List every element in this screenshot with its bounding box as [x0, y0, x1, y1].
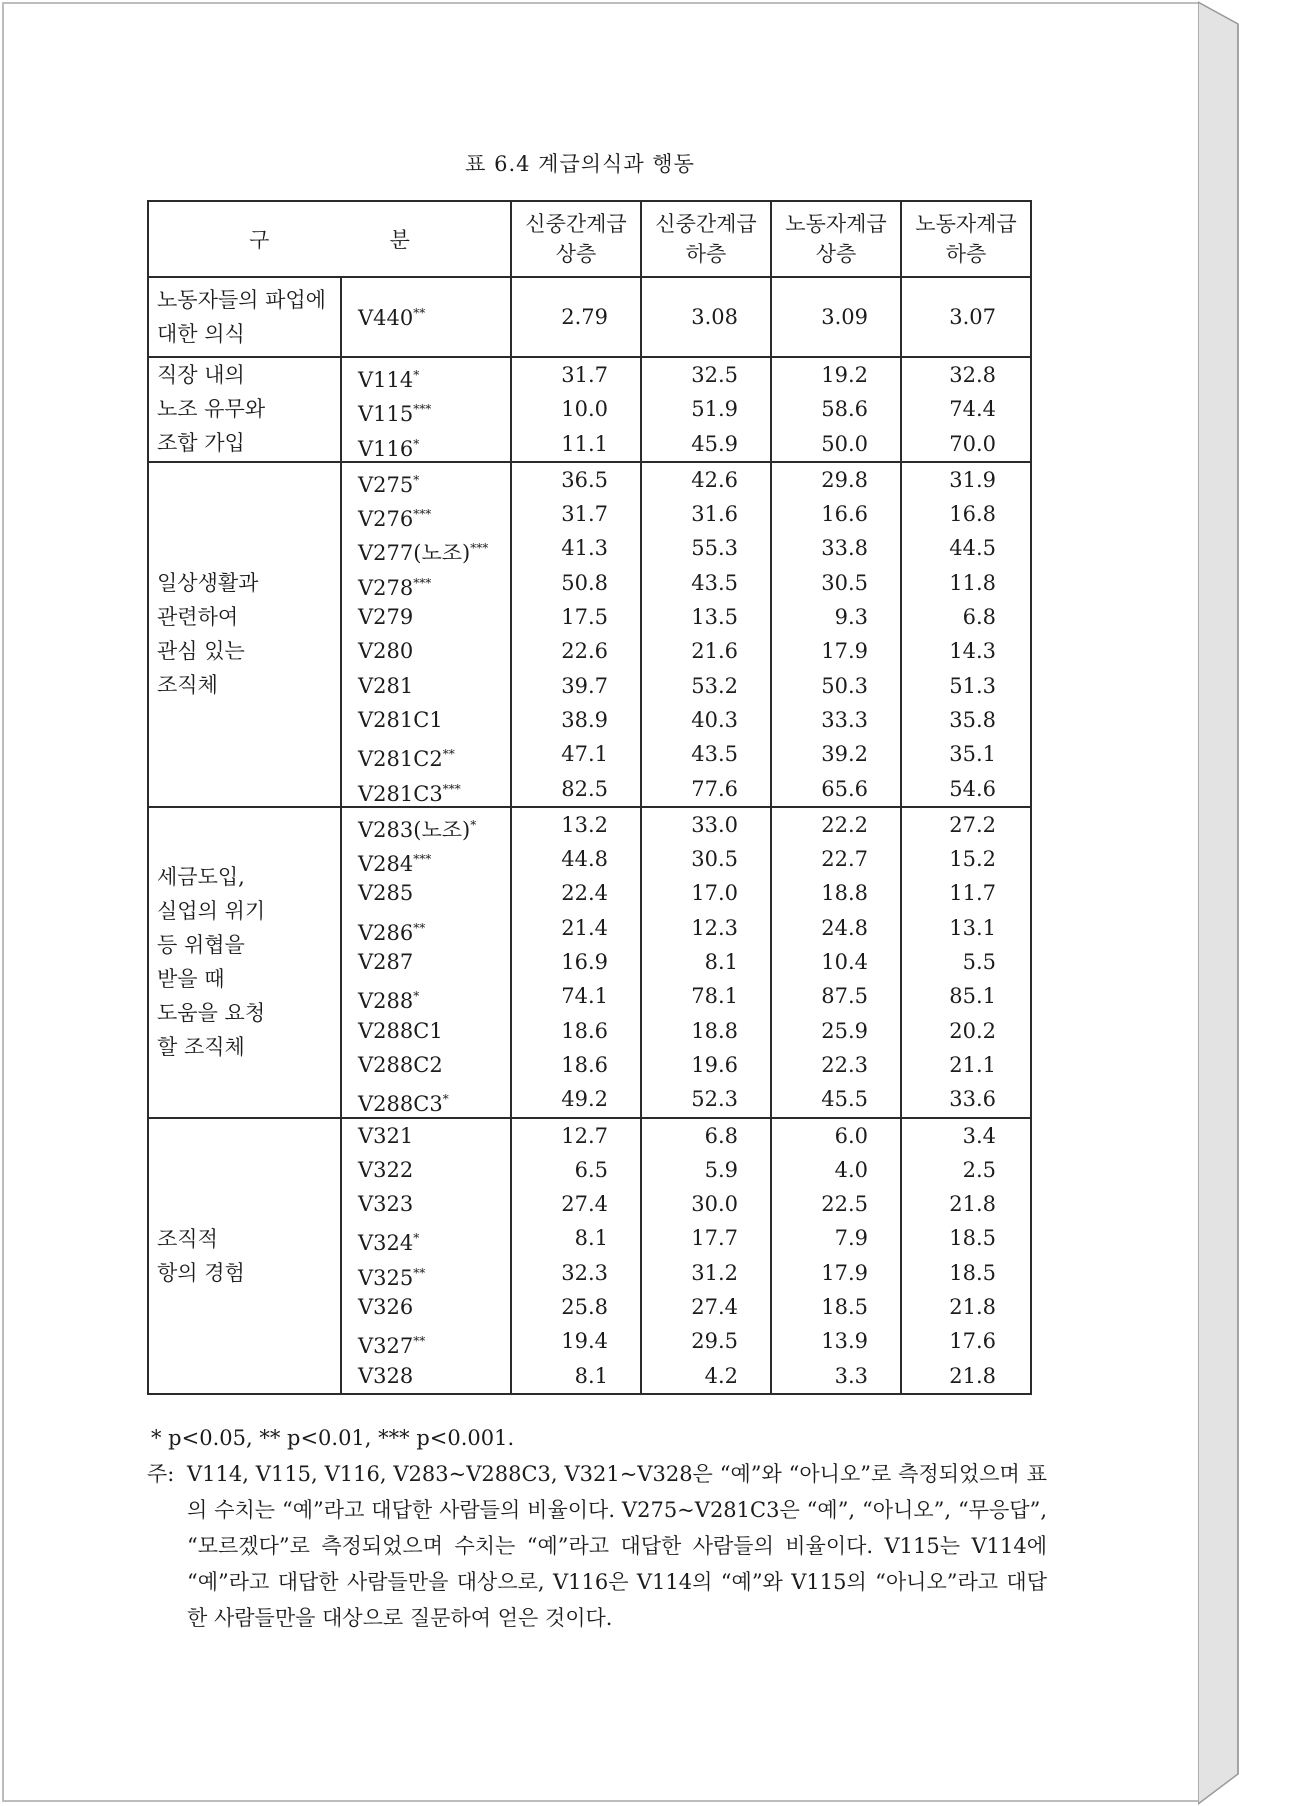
value-cell-col-4 [901, 807, 1031, 1118]
value: 18.6 [561, 1052, 608, 1077]
value: 22.7 [821, 847, 868, 872]
category-line: 관련하여 [157, 605, 239, 630]
value: 19.6 [691, 1052, 738, 1077]
category-line: 조합 가입 [157, 431, 245, 456]
value: 31.9 [949, 467, 996, 492]
category-cell [148, 1118, 341, 1394]
value: 30.5 [821, 570, 868, 595]
variable-cell [341, 277, 511, 357]
value-cell-col-1 [511, 807, 641, 1118]
category-line: 관심 있는 [157, 639, 245, 664]
category-line: 실업의 위기 [157, 899, 266, 924]
footnote-text: V114, V115, V116, V283~V288C3, V321~V328은 “예”와 “아니오”로 측정되었으며 표의 수치는 “예”라고 대답한 사람들의 비율이다. V275~V281C3은 “예”, “아니오”, “무응답”, “모르겠다”로 측정되었으며 수치는 “예”라고 대답한 사람들의 비율이다. V115는 V114에 “예”라고 대답한 사람들만을 대상으로, V116은 V114의 “예”와 V115의 “아니오”라고 대답한 사람들만을 대상으로 질문하여 얻은 것이다. [187, 1462, 1047, 1630]
value: 6.8 [962, 605, 996, 630]
value: 10.0 [561, 397, 608, 422]
value: 22.2 [821, 812, 868, 837]
variable-code: V281 [358, 673, 414, 698]
table-group-row [148, 357, 1031, 462]
value: 16.8 [949, 502, 996, 527]
value: 33.0 [691, 812, 738, 837]
variable-code: V288C2 [358, 1052, 443, 1077]
value: 21.8 [949, 1363, 996, 1388]
table-header-row [148, 201, 1031, 277]
value-cell-col-2 [641, 277, 771, 357]
value: 13.2 [561, 812, 608, 837]
footnote-label: 주: [147, 1462, 175, 1486]
table-group-row [148, 277, 1031, 357]
value: 22.3 [821, 1052, 868, 1077]
variable-cell [341, 462, 511, 807]
variable-code: V324* [358, 1231, 420, 1256]
value: 13.5 [691, 605, 738, 630]
value: 30.0 [691, 1192, 738, 1217]
variable-code: V284*** [358, 852, 432, 877]
category-line: 노조 유무와 [157, 397, 266, 422]
variable-code: V288C3* [358, 1092, 449, 1117]
value: 13.9 [821, 1329, 868, 1354]
value: 9.3 [834, 605, 868, 630]
value: 4.0 [834, 1157, 868, 1182]
value: 50.3 [821, 673, 868, 698]
value-cell-col-4 [901, 277, 1031, 357]
value-cell-col-3 [771, 357, 901, 462]
value: 47.1 [561, 742, 608, 767]
value: 52.3 [691, 1087, 738, 1112]
value: 3.3 [834, 1363, 868, 1388]
value: 18.8 [691, 1018, 738, 1043]
class-consciousness-table [147, 200, 1032, 1395]
value: 40.3 [691, 707, 738, 732]
value: 31.7 [561, 502, 608, 527]
value: 50.0 [821, 431, 868, 456]
value: 17.0 [691, 881, 738, 906]
variable-code: V278*** [358, 575, 432, 600]
value: 3.07 [949, 304, 996, 329]
category-line: 도움을 요청 [157, 1001, 266, 1026]
significance-note: * p<0.05, ** p<0.01, *** p<0.001. [151, 1426, 515, 1450]
value: 29.8 [821, 467, 868, 492]
value: 3.4 [962, 1123, 996, 1148]
value: 5.5 [962, 950, 996, 975]
value: 50.8 [561, 570, 608, 595]
table-notes [147, 1420, 1047, 1636]
variable-code: V115*** [358, 402, 432, 427]
value: 39.7 [561, 673, 608, 698]
value: 21.8 [949, 1295, 996, 1320]
value: 45.9 [691, 431, 738, 456]
value-cell-col-1 [511, 462, 641, 807]
variable-code: V326 [358, 1295, 414, 1320]
value: 31.6 [691, 502, 738, 527]
category-cell [148, 277, 341, 357]
value: 18.5 [949, 1226, 996, 1251]
value: 7.9 [834, 1226, 868, 1251]
value: 11.7 [949, 881, 996, 906]
table-group-row [148, 807, 1031, 1118]
value: 43.5 [691, 570, 738, 595]
value: 31.7 [561, 363, 608, 387]
value: 25.8 [561, 1295, 608, 1320]
value: 25.9 [821, 1018, 868, 1043]
value-cell-col-3 [771, 1118, 901, 1394]
value: 13.1 [949, 915, 996, 940]
variable-code: V323 [358, 1192, 414, 1217]
value: 27.4 [561, 1192, 608, 1217]
table-body [148, 277, 1031, 1394]
value: 3.09 [821, 304, 868, 329]
category-line: 세금도입, [157, 865, 245, 890]
value: 74.4 [949, 397, 996, 422]
variable-code: V114* [358, 368, 420, 392]
value: 6.5 [574, 1157, 608, 1182]
value-cell-col-2 [641, 462, 771, 807]
value: 3.08 [691, 304, 738, 329]
value: 39.2 [821, 742, 868, 767]
value: 19.2 [821, 363, 868, 387]
category-cell [148, 462, 341, 807]
variable-code: V440** [358, 305, 426, 330]
value: 31.2 [691, 1260, 738, 1285]
variable-cell [341, 357, 511, 462]
category-line: 직장 내의 [157, 363, 245, 388]
value-cell-col-1 [511, 1118, 641, 1394]
value: 12.7 [561, 1123, 608, 1148]
variable-code: V288C1 [358, 1018, 443, 1043]
category-line: 받을 때 [157, 967, 225, 992]
value: 5.9 [704, 1157, 738, 1182]
header-gubun [148, 201, 511, 277]
category-cell [148, 807, 341, 1118]
value: 51.3 [949, 673, 996, 698]
header-col-1: 신중간계급 상층 [511, 201, 641, 277]
category-line: 항의 경험 [157, 1260, 245, 1285]
value: 22.4 [561, 881, 608, 906]
value: 49.2 [561, 1087, 608, 1112]
variable-code: V275* [358, 472, 420, 497]
value: 17.5 [561, 605, 608, 630]
variable-cell [341, 1118, 511, 1394]
category-line: 일상생활과 [157, 571, 259, 596]
table-title: 표 6.4 계급의식과 행동 [465, 152, 695, 176]
value: 41.3 [561, 536, 608, 561]
table-group-row [148, 462, 1031, 807]
value: 14.3 [949, 639, 996, 664]
page-edge-shadow [1198, 0, 1311, 1806]
value: 44.8 [561, 847, 608, 872]
header-gubun-left: 구 [249, 228, 270, 252]
category-line: 조직체 [157, 673, 218, 698]
value: 18.6 [561, 1018, 608, 1043]
footnote [147, 1456, 1047, 1636]
value-cell-col-2 [641, 807, 771, 1118]
value: 11.1 [561, 431, 608, 456]
value: 21.8 [949, 1192, 996, 1217]
value: 32.3 [561, 1260, 608, 1285]
table-group-row [148, 1118, 1031, 1394]
value: 27.4 [691, 1295, 738, 1320]
value: 8.1 [704, 950, 738, 975]
value: 17.9 [821, 1260, 868, 1285]
value: 19.4 [561, 1329, 608, 1354]
value: 51.9 [691, 397, 738, 422]
value: 18.8 [821, 881, 868, 906]
category-cell [148, 357, 341, 462]
value-cell-col-3 [771, 807, 901, 1118]
value-cell-col-4 [901, 357, 1031, 462]
variable-code: V321 [358, 1123, 414, 1148]
value: 36.5 [561, 467, 608, 492]
value: 12.3 [691, 915, 738, 940]
value: 43.5 [691, 742, 738, 767]
value: 6.8 [704, 1123, 738, 1148]
value: 27.2 [949, 812, 996, 837]
category-line: 등 위협을 [157, 933, 245, 958]
variable-code: V279 [358, 605, 414, 630]
value: 32.5 [691, 363, 738, 387]
value: 33.6 [949, 1087, 996, 1112]
header-col-2: 신중간계급 하층 [641, 201, 771, 277]
value: 17.9 [821, 639, 868, 664]
value: 35.1 [949, 742, 996, 767]
value: 24.8 [821, 915, 868, 940]
variable-code: V281C1 [358, 707, 443, 732]
value: 78.1 [691, 984, 738, 1009]
value: 44.5 [949, 536, 996, 561]
value: 33.8 [821, 536, 868, 561]
value: 29.5 [691, 1329, 738, 1354]
value: 22.5 [821, 1192, 868, 1217]
variable-code: V281C3*** [358, 781, 461, 806]
value: 74.1 [561, 984, 608, 1009]
variable-code: V285 [358, 881, 414, 906]
header-col-3: 노동자계급 상층 [771, 201, 901, 277]
value: 53.2 [691, 673, 738, 698]
variable-code: V328 [358, 1363, 414, 1388]
value: 6.0 [834, 1123, 868, 1148]
header-gubun-right: 분 [389, 228, 410, 252]
value: 33.3 [821, 707, 868, 732]
category-line: 노동자들의 파업에 [157, 288, 326, 312]
value-cell-col-3 [771, 277, 901, 357]
variable-code: V288* [358, 989, 420, 1014]
value: 35.8 [949, 707, 996, 732]
value: 42.6 [691, 467, 738, 492]
value: 11.8 [949, 570, 996, 595]
value: 18.5 [949, 1260, 996, 1285]
value: 17.7 [691, 1226, 738, 1251]
value: 21.4 [561, 915, 608, 940]
value: 8.1 [574, 1363, 608, 1388]
value: 21.6 [691, 639, 738, 664]
value-cell-col-1 [511, 277, 641, 357]
variable-cell [341, 807, 511, 1118]
value: 85.1 [949, 984, 996, 1009]
value: 20.2 [949, 1018, 996, 1043]
value: 45.5 [821, 1087, 868, 1112]
value: 2.5 [962, 1157, 996, 1182]
variable-code: V280 [358, 639, 414, 664]
value-cell-col-2 [641, 357, 771, 462]
value: 18.5 [821, 1295, 868, 1320]
category-line: 할 조직체 [157, 1035, 245, 1060]
value-cell-col-3 [771, 462, 901, 807]
value: 15.2 [949, 847, 996, 872]
value: 58.6 [821, 397, 868, 422]
value: 22.6 [561, 639, 608, 664]
value: 82.5 [561, 776, 608, 801]
variable-code: V286** [358, 920, 426, 945]
category-line: 조직적 [157, 1226, 218, 1251]
header-col-4: 노동자계급 하층 [901, 201, 1031, 277]
value: 30.5 [691, 847, 738, 872]
value: 17.6 [949, 1329, 996, 1354]
value: 8.1 [574, 1226, 608, 1251]
value-cell-col-4 [901, 462, 1031, 807]
value: 10.4 [821, 950, 868, 975]
value-cell-col-2 [641, 1118, 771, 1394]
value: 16.9 [561, 950, 608, 975]
variable-code: V325** [358, 1265, 426, 1290]
value: 77.6 [691, 776, 738, 801]
variable-code: V283(노조)* [358, 817, 477, 842]
variable-code: V276*** [358, 507, 432, 532]
value-cell-col-4 [901, 1118, 1031, 1394]
value: 87.5 [821, 984, 868, 1009]
value: 54.6 [949, 776, 996, 801]
value: 65.6 [821, 776, 868, 801]
category-line: 대한 의식 [157, 322, 245, 346]
variable-code: V277(노조)*** [358, 541, 489, 566]
data-table-wrapper [147, 200, 1032, 1395]
variable-code: V322 [358, 1157, 414, 1182]
variable-code: V281C2** [358, 747, 455, 772]
value: 55.3 [691, 536, 738, 561]
value: 16.6 [821, 502, 868, 527]
variable-code: V116* [358, 436, 420, 461]
variable-code: V287 [358, 950, 414, 975]
value: 2.79 [561, 304, 608, 329]
value: 70.0 [949, 431, 996, 456]
value: 4.2 [704, 1363, 738, 1388]
value-cell-col-1 [511, 357, 641, 462]
value: 32.8 [949, 363, 996, 387]
variable-code: V327** [358, 1334, 426, 1359]
value: 21.1 [949, 1052, 996, 1077]
value: 38.9 [561, 707, 608, 732]
